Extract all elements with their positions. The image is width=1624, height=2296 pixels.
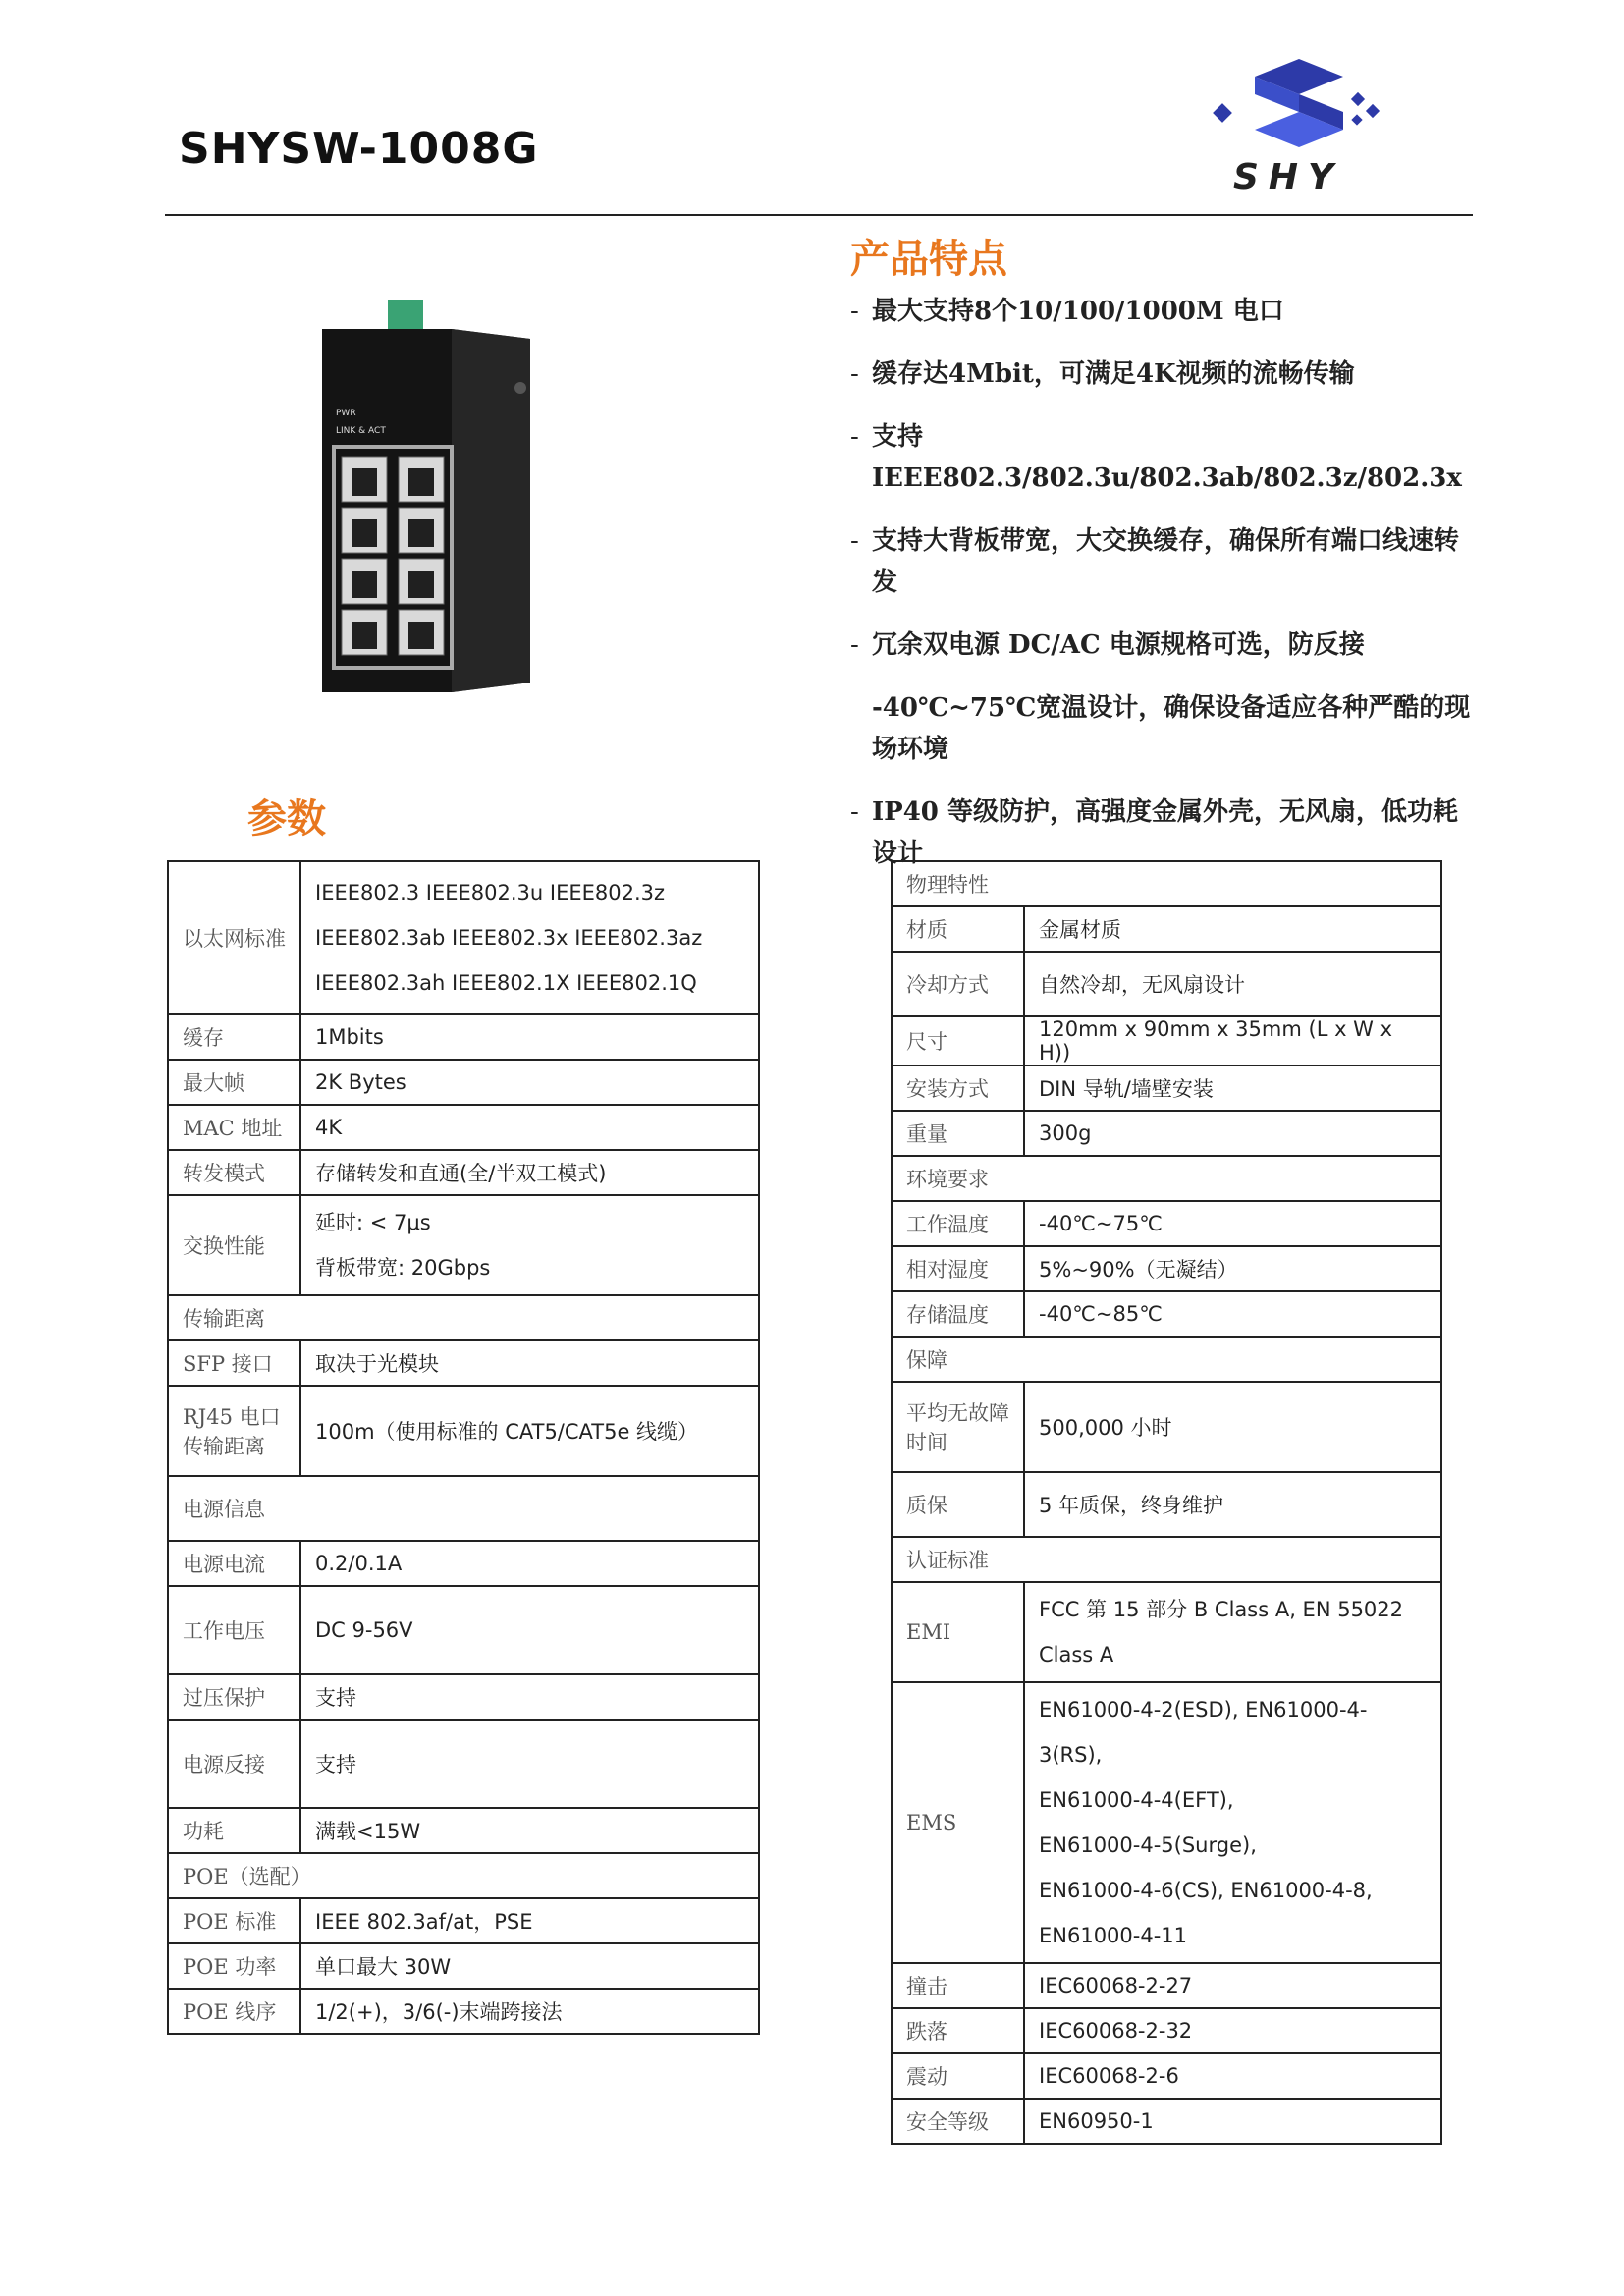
table-row <box>168 1989 759 2034</box>
value-line: IEEE 802.3af/at，PSE <box>315 1910 533 1934</box>
value-line: 5%~90%（无凝结） <box>1039 1258 1238 1282</box>
value-cell <box>1024 1111 1441 1156</box>
value-line: Class A <box>1039 1643 1114 1667</box>
link-act-label: LINK & ACT <box>336 426 386 436</box>
label-cell: 冷却方式 <box>892 952 1024 1016</box>
value-cell <box>300 1060 759 1105</box>
table-row <box>892 906 1441 952</box>
table-row <box>168 1060 759 1105</box>
feature-bullet: - <box>850 297 859 326</box>
value-cell <box>1024 1291 1441 1337</box>
table-row <box>892 1246 1441 1291</box>
feature-text: -40℃~75℃宽温设计，确保设备适应各种严酷的现场环境 <box>872 693 1471 764</box>
label-cell: 交换性能 <box>168 1195 300 1295</box>
value-line: 500,000 小时 <box>1039 1416 1172 1440</box>
table-row <box>892 2099 1441 2144</box>
value-cell <box>1024 1016 1441 1066</box>
table-row <box>892 1963 1441 2008</box>
logo-text: SHY <box>1233 157 1344 197</box>
value-line: 2K Bytes <box>315 1070 406 1094</box>
value-line: 100m（使用标准的 CAT5/CAT5e 线缆） <box>315 1420 699 1444</box>
value-line: 5 年质保，终身维护 <box>1039 1494 1224 1517</box>
table-row <box>168 1386 759 1476</box>
label-cell: 电源电流 <box>168 1541 300 1586</box>
table-row <box>168 1720 759 1808</box>
value-line: EN61000-4-4(EFT), <box>1039 1788 1234 1812</box>
table-row <box>168 1898 759 1943</box>
value-cell <box>1024 1066 1441 1111</box>
table-row <box>168 1014 759 1060</box>
value-cell <box>300 1898 759 1943</box>
value-cell <box>1024 1582 1441 1682</box>
table-row <box>168 1150 759 1195</box>
feature-text: 最大支持8个10/100/1000M 电口 <box>872 297 1284 326</box>
value-cell <box>300 1195 759 1295</box>
table-row <box>168 1808 759 1853</box>
feature-item <box>850 291 1479 332</box>
value-line: EN60950-1 <box>1039 2109 1154 2133</box>
section-header-cell: 传输距离 <box>168 1295 759 1340</box>
table-row <box>892 1291 1441 1337</box>
table-row <box>892 1382 1441 1472</box>
table-row <box>168 1674 759 1720</box>
table-row <box>892 1682 1441 1963</box>
table-row <box>892 1537 1441 1582</box>
feature-bullet: - <box>850 630 859 660</box>
value-cell <box>300 1808 759 1853</box>
section-header-cell: 保障 <box>892 1337 1441 1382</box>
table-row <box>168 1195 759 1295</box>
value-cell <box>300 1541 759 1586</box>
value-line: 支持 <box>315 1686 356 1710</box>
feature-bullet <box>850 687 872 770</box>
value-line: 300g <box>1039 1121 1092 1145</box>
label-cell: EMI <box>892 1582 1024 1682</box>
value-cell <box>300 1014 759 1060</box>
value-cell <box>300 1386 759 1476</box>
value-line: DC 9-56V <box>315 1618 413 1642</box>
feature-text: 冗余双电源 DC/AC 电源规格可选，防反接 <box>872 630 1365 660</box>
table-row <box>892 952 1441 1016</box>
feature-text: IP40 等级防护，高强度金属外壳，无风扇，低功耗设计 <box>872 797 1458 868</box>
page-title: SHYSW-1008G <box>179 124 539 174</box>
label-cell: 功耗 <box>168 1808 300 1853</box>
label-cell: 以太网标准 <box>168 861 300 1014</box>
value-cell <box>1024 2053 1441 2099</box>
table-row <box>168 1340 759 1386</box>
label-cell: SFP 接口 <box>168 1340 300 1386</box>
value-cell <box>1024 952 1441 1016</box>
value-line: 120mm x 90mm x 35mm (L x W x H)) <box>1039 1017 1393 1065</box>
section-header-cell: 环境要求 <box>892 1156 1441 1201</box>
value-cell <box>300 861 759 1014</box>
table-row <box>168 1586 759 1674</box>
label-cell: 相对湿度 <box>892 1246 1024 1291</box>
feature-bullet: - <box>850 422 859 452</box>
value-line: IEEE802.3ah IEEE802.1X IEEE802.1Q <box>315 971 697 995</box>
value-line: 单口最大 30W <box>315 1955 452 1979</box>
value-line: IEEE802.3ab IEEE802.3x IEEE802.3az <box>315 926 703 950</box>
label-cell: 撞击 <box>892 1963 1024 2008</box>
table-row <box>168 1105 759 1150</box>
pwr-label: PWR <box>336 409 356 418</box>
feature-item <box>850 354 1479 395</box>
section-header-cell: 电源信息 <box>168 1476 759 1541</box>
table-row <box>892 1111 1441 1156</box>
header-divider <box>165 214 1473 216</box>
table-row <box>168 1541 759 1586</box>
table-row <box>892 1337 1441 1382</box>
label-cell: 缓存 <box>168 1014 300 1060</box>
value-cell <box>300 1674 759 1720</box>
table-row <box>892 1066 1441 1111</box>
value-line: 4K <box>315 1116 343 1139</box>
product-image <box>314 300 540 702</box>
value-line: -40℃~75℃ <box>1039 1212 1163 1235</box>
value-cell <box>1024 1246 1441 1291</box>
value-cell <box>300 1105 759 1150</box>
label-cell: EMS <box>892 1682 1024 1963</box>
label-cell: 尺寸 <box>892 1016 1024 1066</box>
params-title: 参数 <box>247 795 326 842</box>
feature-bullet: - <box>850 526 859 556</box>
value-line: EN61000-4-5(Surge), <box>1039 1833 1257 1857</box>
feature-text: 支持IEEE802.3/802.3u/802.3ab/802.3z/802.3x <box>872 422 1462 493</box>
feature-item <box>850 625 1479 666</box>
value-line: 1Mbits <box>315 1025 384 1049</box>
value-line: EN61000-4-6(CS), EN61000-4-8, <box>1039 1879 1373 1902</box>
label-cell: 材质 <box>892 906 1024 952</box>
value-cell <box>1024 1682 1441 1963</box>
value-line: 存储转发和直通(全/半双工模式) <box>315 1162 607 1185</box>
value-line: 0.2/0.1A <box>315 1552 403 1575</box>
value-line: 1/2(+)，3/6(-)末端跨接法 <box>315 2000 563 2024</box>
label-cell: 过压保护 <box>168 1674 300 1720</box>
label-cell: 震动 <box>892 2053 1024 2099</box>
feature-text: 支持大背板带宽，大交换缓存，确保所有端口线速转发 <box>872 526 1460 597</box>
value-cell <box>300 1586 759 1674</box>
value-cell <box>1024 1201 1441 1246</box>
features-list <box>850 291 1479 896</box>
value-line: 满载<15W <box>315 1820 421 1843</box>
label-cell: 电源反接 <box>168 1720 300 1808</box>
table-row <box>168 1476 759 1541</box>
table-row <box>168 1853 759 1898</box>
feature-bullet: - <box>850 359 859 389</box>
label-cell: POE 线序 <box>168 1989 300 2034</box>
label-cell: 平均无故障时间 <box>892 1382 1024 1472</box>
value-cell <box>1024 1472 1441 1537</box>
value-line: IEC60068-2-6 <box>1039 2064 1179 2088</box>
value-cell <box>300 1720 759 1808</box>
feature-item <box>850 416 1479 499</box>
value-line: IEEE802.3 IEEE802.3u IEEE802.3z <box>315 881 666 904</box>
label-cell: 工作电压 <box>168 1586 300 1674</box>
label-cell: POE 标准 <box>168 1898 300 1943</box>
feature-text: 缓存达4Mbit，可满足4K视频的流畅传输 <box>872 359 1355 389</box>
value-line: IEC60068-2-27 <box>1039 1974 1193 1997</box>
value-cell <box>300 1989 759 2034</box>
value-line: 自然冷却，无风扇设计 <box>1039 973 1245 997</box>
label-cell: RJ45 电口传输距离 <box>168 1386 300 1476</box>
table-row <box>892 2053 1441 2099</box>
label-cell: POE 功率 <box>168 1943 300 1989</box>
label-cell: MAC 地址 <box>168 1105 300 1150</box>
value-line: IEC60068-2-32 <box>1039 2019 1193 2043</box>
value-cell <box>1024 906 1441 952</box>
table-row <box>168 861 759 1014</box>
value-cell <box>300 1943 759 1989</box>
table-row <box>892 1582 1441 1682</box>
value-line: 支持 <box>315 1753 356 1777</box>
value-line: -40℃~85℃ <box>1039 1302 1163 1326</box>
feature-item <box>850 520 1479 603</box>
value-line: EN61000-4-11 <box>1039 1924 1188 1947</box>
table-row <box>892 1156 1441 1201</box>
label-cell: 工作温度 <box>892 1201 1024 1246</box>
value-line: 背板带宽: 20Gbps <box>315 1256 491 1280</box>
table-row <box>168 1295 759 1340</box>
value-line: FCC 第 15 部分 B Class A, EN 55022 <box>1039 1598 1404 1621</box>
label-cell: 重量 <box>892 1111 1024 1156</box>
table-row <box>892 861 1441 906</box>
features-title: 产品特点 <box>850 236 1007 282</box>
value-line: 延时: < 7μs <box>315 1211 431 1234</box>
value-cell <box>1024 1382 1441 1472</box>
label-cell: 质保 <box>892 1472 1024 1537</box>
value-cell <box>300 1340 759 1386</box>
label-cell: 最大帧 <box>168 1060 300 1105</box>
label-cell: 转发模式 <box>168 1150 300 1195</box>
feature-item <box>850 687 1479 770</box>
table-row <box>892 1016 1441 1066</box>
spec-table-left <box>167 860 760 2035</box>
table-row <box>892 1472 1441 1537</box>
label-cell: 存储温度 <box>892 1291 1024 1337</box>
value-cell <box>1024 1963 1441 2008</box>
table-row <box>892 1201 1441 1246</box>
value-cell <box>1024 2099 1441 2144</box>
section-header-cell: 认证标准 <box>892 1537 1441 1582</box>
label-cell: 安装方式 <box>892 1066 1024 1111</box>
value-line: EN61000-4-2(ESD), EN61000-4-3(RS), <box>1039 1698 1368 1767</box>
spec-table-right <box>891 860 1442 2145</box>
value-line: DIN 导轨/墙壁安装 <box>1039 1077 1214 1101</box>
section-header-cell: POE（选配） <box>168 1853 759 1898</box>
table-row <box>892 2008 1441 2053</box>
value-cell <box>1024 2008 1441 2053</box>
table-row <box>168 1943 759 1989</box>
label-cell: 安全等级 <box>892 2099 1024 2144</box>
value-line: 取决于光模块 <box>315 1352 439 1376</box>
section-header-cell: 物理特性 <box>892 861 1441 906</box>
label-cell: 跌落 <box>892 2008 1024 2053</box>
feature-bullet: - <box>850 797 859 827</box>
value-cell <box>300 1150 759 1195</box>
value-line: 金属材质 <box>1039 918 1121 942</box>
